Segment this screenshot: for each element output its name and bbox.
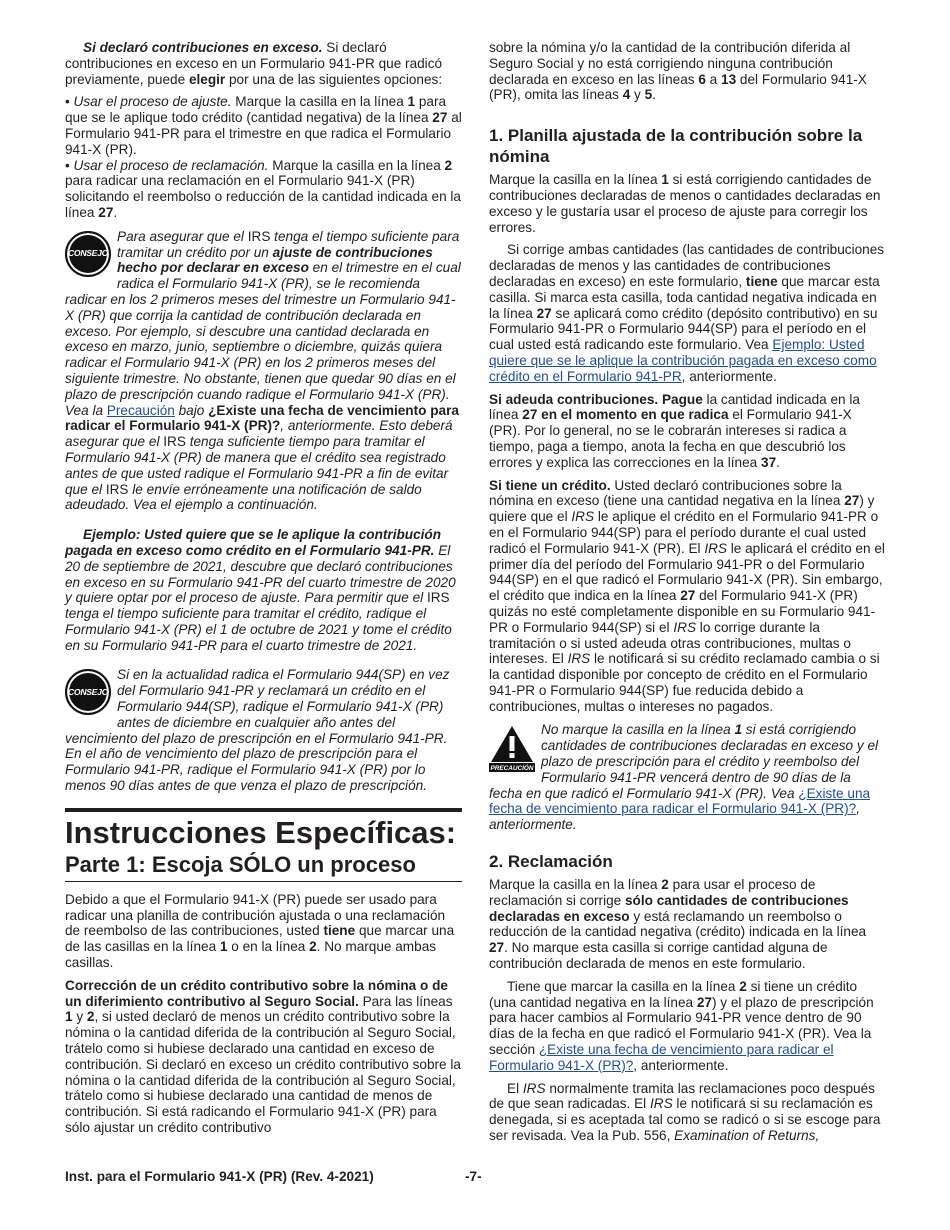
both-amounts-paragraph: Si corrige ambas cantidades (las cantidades de contribuciones declaradas de menos y las cantidades de contribuciones declaradas en exceso) en este formulario, tiene que marcar esta casilla. Si marca esta casilla, toda cantidad negativa indicada en la línea 27 se aplicará como crédito (depósito contributivo) en su Formulario 941-PR o Formulario 944(SP) para el período en el cual usted está radicando este formulario. Vea Ejemplo: Usted quiere que se le aplique la contribución pagada en exceso como crédito en el Formulario 941-PR, anteriormente. <box>489 242 885 384</box>
section-heading: Instrucciones Específicas: <box>65 808 462 850</box>
line2-paragraph: Marque la casilla en la línea 2 para usar el proceso de reclamación si corrige sólo cantidades de contribuciones declaradas en exceso y está reclamando un reembolso o reducción de la cantidad negativa (crédito) indicada en la línea 27. No marque esta casilla si corrige cantidad alguna de contribución declarada de menos en este formulario. <box>489 877 867 972</box>
credit-paragraph: Si tiene un crédito. Usted declaró contribuciones sobre la nómina en exceso (tiene una cantidad negativa en la línea 27) y quiere que el IRS le aplique el crédito en el Formulario 941-PR o en el Formulario 944(SP) para el período durante el cual usted radicó el Formulario 941-X (PR). El IRS le aplicará el crédito en el primer día del período del Formulario 941-PR o del Formulario 944(SP) en el que radicó el Formulario 941-X (PR). Sin embargo, el crédito que indica en la línea 27 del Formulario 941-X (PR) quizás no esté completamente disponible en su Formulario 941-PR o Formulario 944(SP) si el IRS lo corrige durante la tramitación o si usted adeuda otras contribuciones, multas o intereses. El IRS le notificará si su crédito reclamado cambia o si la cantidad disponible por concepto de crédito en el Formulario 941-PR o Formulario 944(SP) fue reducida debido a contribuciones, multas o intereses no pagados. <box>489 477 885 714</box>
consejo-icon: CONSEJO <box>65 231 111 279</box>
precaution-link[interactable]: Precaución <box>106 402 175 418</box>
footer-form-title: Inst. para el Formulario 941-X (PR) (Rev. 4-2021) <box>65 1169 374 1184</box>
heading-adjusted-return: 1. Planilla ajustada de la contribución sobre la nómina <box>489 126 863 167</box>
due-date-link[interactable]: ¿Existe una fecha de vencimiento para radicar el Formulario 941-X (PR)? <box>489 785 871 817</box>
part-heading: Parte 1: Escoja SÓLO un proceso <box>65 852 462 882</box>
right-column <box>489 40 885 1151</box>
example-link[interactable]: Ejemplo: Usted quiere que se le aplique la contribución pagada en exceso como crédito en el Formulario 941-PR <box>489 337 877 384</box>
due-date-link-2[interactable]: ¿Existe una fecha de vencimiento para radicar el Formulario 941-X (PR)? <box>489 1042 834 1073</box>
irs-processing-paragraph: El IRS normalmente tramita las reclamaciones poco después de que sean radicadas. El IRS le notificará si su reclamación es denegada, si es aceptada tal como se radicó o si se escoge para ser revisada. Vea la Pub. 556, Examination of Returns, <box>489 1080 881 1144</box>
part1-intro: Debido a que el Formulario 941-X (PR) puede ser usado para radicar una planilla de contribución ajustada o una reclamación de reembolso de las contribuciones, usted tiene que marcar una de las casillas en la línea 1 o en la línea 2. No marque ambas casillas. <box>65 891 455 971</box>
bullet-claim: • Usar el proceso de reclamación. Marque la casilla en la línea 2 para radicar una reclamación en el Formulario 941-X (PR) solicitando el reembolso o reducción de la cantidad indicada en la línea 27. <box>65 157 461 220</box>
must-check-paragraph: Tiene que marcar la casilla en la línea 2 si tiene un crédito (una cantidad negativa en la línea 27) y el plazo de prescripción para hacer cambios al Formulario 941-PR vence dentro de 90 días de la fecha en que radicó el Formulario 941-X (PR). Vea la sección ¿Existe una fecha de vencimiento para radicar el Formulario 941-X (PR)?, anteriormente. <box>489 978 874 1073</box>
owe-tax-paragraph: Si adeuda contribuciones. Pague la cantidad indicada en la línea 27 en el momento en que radica el Formulario 941-X (PR). Por lo general, no se le cobrarán intereses si radica a tiempo, paga a tiempo, anota la fecha en que descubrió los errores y explica las correcciones en la línea 37. <box>489 391 860 470</box>
continued-paragraph: sobre la nómina y/o la cantidad de la contribución diferida al Seguro Social y no está corrigiendo ninguna contribución declarada en exceso en las líneas 6 a 13 del Formulario 941-X (PR), omita las líneas 4 y 5. <box>489 40 867 103</box>
bullet-adjustment: • Usar el proceso de ajuste. Marque la casilla en la línea 1 para que se le aplique todo crédito (cantidad negativa) de la línea 27 al Formulario 941-PR para el trimestre en que radica el Formulario 941-X (PR). <box>65 94 462 157</box>
caution-icon <box>489 724 535 772</box>
footer-page-number: -7- <box>465 1169 482 1184</box>
tip-box-1: CONSEJO Para asegurar que el IRS tenga el tiempo suficiente para tramitar un crédito por un ajuste de contribuciones hecho por declarar en exceso en el trimestre en el cual radica el Formulario 941-X (PR), se le recomienda radicar en los 2 primeros meses del trimestre un Formulario 941-X (PR) que corrija la cantidad de contribución declarada en exceso. Por ejemplo, si descubre una cantidad declarada en exceso en marzo, junio, septiembre o diciembre, quizás quiera radicar el Formulario 941-X (PR) en los 2 primeros meses del siguiente trimestre. No obstante, tienen que quedar 90 días en el plazo de prescripción cuando radique el Formulario 941-X (PR). Vea la Precaución bajo ¿Existe una fecha de vencimiento para radicar el Formulario 941-X (PR)?, anteriormente. Esto deberá asegurar que el IRS tenga suficiente tiempo para tramitar el Formulario 941-X (PR) de manera que el crédito sea registrado antes de que usted radique el Formulario 941-PR a fin de evitar que el IRS le envíe erróneamente una notificación de saldo adeudado. Vea el ejemplo a continuación. <box>65 228 461 513</box>
left-column <box>65 40 462 1143</box>
credit-correction-paragraph: Corrección de un crédito contributivo sobre la nómina o de un diferimiento contributivo al Seguro Social. Para las líneas 1 y 2, si usted declaró de menos un crédito contributivo sobre la nómina o la cantidad diferida de la contribución al Seguro Social, trátelo como si hubiese declarado una cantidad en exceso de contribución. Si declaró en exceso un crédito contributivo sobre la nómina o la cantidad diferida de la contribución al Seguro Social, trátelo como si hubiese declarado una cantidad de menos de contribución. Si está radicando el Formulario 941-X (PR) para sólo ajustar un crédito contributivo <box>65 977 461 1136</box>
heading-claim: 2. Reclamación <box>489 852 613 872</box>
example-paragraph: Ejemplo: Usted quiere que se le aplique la contribución pagada en exceso como crédito en el Formulario 941-PR. El 20 de septiembre de 2021, descubre que declaró contribuciones en exceso en su Formulario 941-PR del cuarto trimestre de 2020 y quiere optar por el proceso de ajuste. Para permitir que el IRS tenga el tiempo suficiente para tramitar el crédito, radique el Formulario 941-X (PR) el 1 de octubre de 2021 y tome el crédito en su Formulario 941-PR para el cuarto trimestre de 2021. <box>65 527 456 653</box>
caution-label: PRECAUCIÓN <box>490 765 534 773</box>
consejo-icon: CONSEJO <box>65 669 111 717</box>
caution-box: PRECAUCIÓN No marque la casilla en la línea 1 si está corrigiendo cantidades de contribuciones declaradas en exceso y el plazo de prescripción para el crédito y reembolso del Formulario 941-PR vencerá dentro de 90 días de la fecha en que radicó el Formulario 941-X (PR). Vea ¿Existe una fecha de vencimiento para radicar el Formulario 941-X (PR)?, anteriormente. <box>489 722 879 833</box>
caution-triangle-icon <box>489 724 535 772</box>
line1-paragraph: Marque la casilla en la línea 1 si está corrigiendo cantidades de contribuciones declaradas de menos o cantidades declaradas en exceso y le gustaría usar el proceso de ajuste para corregir los errores. <box>489 172 881 235</box>
overreported-paragraph: Si declaró contribuciones en exceso. Si declaró contribuciones en exceso en un Formulario 941-PR que radicó previamente, puede elegir por una de las siguientes opciones: <box>65 40 443 87</box>
tip-box-2: CONSEJO Si en la actualidad radica el Formulario 944(SP) en vez del Formulario 941-PR y reclamará un crédito en el Formulario 944(SP), radique el Formulario 941-X (PR) antes de diciembre en cualquier año antes del vencimiento del plazo de prescripción en el Formulario 941-PR. En el año de vencimiento del plazo de prescripción para el Formulario 941-PR, radique el Formulario 941-X (PR) por lo menos 90 días antes de que venza el plazo de prescripción. <box>65 667 450 794</box>
